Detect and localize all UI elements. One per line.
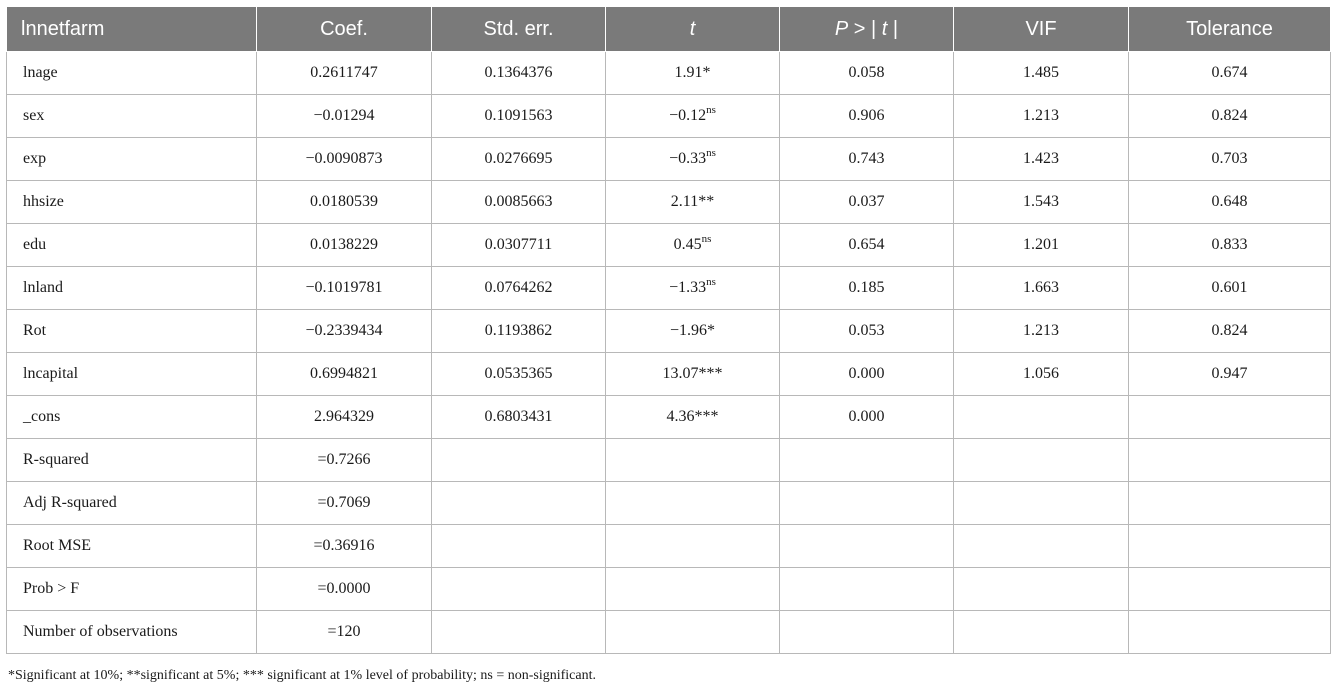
cell-vif (954, 568, 1129, 611)
cell-coef: =0.7069 (257, 482, 432, 525)
cell-p-value: 0.185 (780, 267, 954, 310)
cell-variable: lncapital (7, 353, 257, 396)
table-row (7, 525, 1331, 568)
header-tolerance: Tolerance (1129, 7, 1331, 52)
header-coef: Coef. (257, 7, 432, 52)
cell-p-value: 0.058 (780, 52, 954, 95)
cell-vif (954, 525, 1129, 568)
cell-coef: 2.964329 (257, 396, 432, 439)
cell-vif: 1.213 (954, 310, 1129, 353)
header-dependent-variable: lnnetfarm (7, 7, 257, 52)
cell-variable: Rot (7, 310, 257, 353)
significance-marker: ns (706, 103, 716, 116)
cell-t-stat (606, 181, 780, 224)
table-row (7, 224, 1331, 267)
cell-std-err: 0.1193862 (432, 310, 606, 353)
cell-std-err (432, 611, 606, 654)
table-row (7, 611, 1331, 654)
cell-coef: 0.2611747 (257, 52, 432, 95)
cell-variable: Root MSE (7, 525, 257, 568)
cell-vif: 1.485 (954, 52, 1129, 95)
cell-std-err: 0.0085663 (432, 181, 606, 224)
cell-vif (954, 482, 1129, 525)
cell-t-stat (606, 310, 780, 353)
cell-p-value: 0.743 (780, 138, 954, 181)
cell-coef: =0.36916 (257, 525, 432, 568)
cell-p-value: 0.654 (780, 224, 954, 267)
cell-coef: −0.1019781 (257, 267, 432, 310)
header-row (7, 7, 1331, 52)
significance-marker: ns (706, 146, 716, 159)
cell-coef: 0.6994821 (257, 353, 432, 396)
cell-t-stat (606, 224, 780, 267)
cell-t-stat (606, 267, 780, 310)
cell-variable: R-squared (7, 439, 257, 482)
table-footnote: *Significant at 10%; **significant at 5%; *** significant at 1% level of probability; ns = non-significant. (8, 668, 596, 683)
cell-tolerance (1129, 525, 1331, 568)
cell-t-stat (606, 525, 780, 568)
cell-p-value: 0.037 (780, 181, 954, 224)
cell-p-value: 0.906 (780, 95, 954, 138)
cell-tolerance: 0.824 (1129, 95, 1331, 138)
header-p-t-symbol: t (881, 17, 888, 40)
significance-marker: ns (701, 232, 712, 245)
cell-std-err (432, 525, 606, 568)
cell-coef: −0.2339434 (257, 310, 432, 353)
header-p-value (780, 7, 954, 52)
cell-t-stat (606, 95, 780, 138)
cell-p-value: 0.000 (780, 353, 954, 396)
table-row (7, 439, 1331, 482)
cell-coef: =120 (257, 611, 432, 654)
cell-variable: lnage (7, 52, 257, 95)
cell-vif: 1.543 (954, 181, 1129, 224)
significance-marker: *** (694, 408, 719, 425)
t-value: 2.11 (670, 193, 699, 210)
cell-tolerance: 0.674 (1129, 52, 1331, 95)
header-std-err: Std. err. (432, 7, 606, 52)
cell-t-stat (606, 396, 780, 439)
significance-marker: * (702, 64, 711, 81)
header-p-symbol: P (834, 17, 849, 40)
cell-std-err: 0.0764262 (432, 267, 606, 310)
significance-marker: *** (698, 365, 723, 382)
table-row (7, 95, 1331, 138)
cell-t-stat (606, 611, 780, 654)
cell-variable: _cons (7, 396, 257, 439)
t-value: 0.45 (673, 236, 702, 253)
table-body (7, 52, 1331, 654)
cell-variable: hhsize (7, 181, 257, 224)
cell-tolerance (1129, 568, 1331, 611)
cell-coef: 0.0180539 (257, 181, 432, 224)
significance-marker: ** (698, 193, 715, 210)
cell-std-err: 0.1091563 (432, 95, 606, 138)
t-value: −1.33 (669, 279, 707, 296)
cell-p-value (780, 482, 954, 525)
header-p-close: | (887, 17, 899, 40)
cell-std-err (432, 482, 606, 525)
cell-p-value (780, 525, 954, 568)
regression-table (6, 6, 1331, 654)
cell-vif (954, 611, 1129, 654)
cell-tolerance (1129, 396, 1331, 439)
cell-tolerance: 0.833 (1129, 224, 1331, 267)
table-row (7, 138, 1331, 181)
cell-tolerance (1129, 611, 1331, 654)
cell-tolerance: 0.824 (1129, 310, 1331, 353)
t-value: −1.96 (669, 322, 708, 339)
cell-coef: 0.0138229 (257, 224, 432, 267)
t-value: 13.07 (662, 365, 699, 382)
table-row (7, 52, 1331, 95)
t-value: 4.36 (666, 408, 695, 425)
cell-std-err: 0.6803431 (432, 396, 606, 439)
table-row (7, 267, 1331, 310)
cell-std-err: 0.0307711 (432, 224, 606, 267)
cell-vif: 1.423 (954, 138, 1129, 181)
cell-std-err (432, 568, 606, 611)
cell-t-stat (606, 439, 780, 482)
cell-t-stat (606, 353, 780, 396)
cell-vif (954, 396, 1129, 439)
header-p-compare: > | (848, 17, 882, 40)
cell-vif: 1.201 (954, 224, 1129, 267)
cell-variable: exp (7, 138, 257, 181)
cell-std-err: 0.0535365 (432, 353, 606, 396)
cell-vif: 1.056 (954, 353, 1129, 396)
cell-std-err (432, 439, 606, 482)
cell-std-err: 0.0276695 (432, 138, 606, 181)
cell-coef: −0.0090873 (257, 138, 432, 181)
table-row (7, 181, 1331, 224)
cell-coef: −0.01294 (257, 95, 432, 138)
cell-t-stat (606, 568, 780, 611)
cell-p-value (780, 611, 954, 654)
cell-variable: Prob > F (7, 568, 257, 611)
cell-variable: sex (7, 95, 257, 138)
cell-p-value: 0.053 (780, 310, 954, 353)
cell-tolerance: 0.947 (1129, 353, 1331, 396)
cell-t-stat (606, 52, 780, 95)
cell-p-value (780, 439, 954, 482)
table-row (7, 482, 1331, 525)
header-t: t (606, 7, 780, 52)
table-row (7, 353, 1331, 396)
table-row (7, 568, 1331, 611)
cell-std-err: 0.1364376 (432, 52, 606, 95)
t-value: −0.12 (669, 107, 707, 124)
cell-p-value: 0.000 (780, 396, 954, 439)
cell-tolerance: 0.601 (1129, 267, 1331, 310)
cell-coef: =0.0000 (257, 568, 432, 611)
t-value: −0.33 (669, 150, 707, 167)
header-vif: VIF (954, 7, 1129, 52)
cell-variable: lnland (7, 267, 257, 310)
t-value: 1.91 (674, 64, 703, 81)
cell-variable: Number of observations (7, 611, 257, 654)
cell-vif: 1.663 (954, 267, 1129, 310)
significance-marker: ns (706, 275, 716, 288)
cell-variable: Adj R-squared (7, 482, 257, 525)
cell-vif: 1.213 (954, 95, 1129, 138)
regression-table-container (6, 6, 1330, 684)
cell-tolerance (1129, 482, 1331, 525)
table-row (7, 396, 1331, 439)
cell-variable: edu (7, 224, 257, 267)
significance-marker: * (707, 322, 716, 339)
cell-tolerance (1129, 439, 1331, 482)
cell-tolerance: 0.648 (1129, 181, 1331, 224)
cell-tolerance: 0.703 (1129, 138, 1331, 181)
cell-t-stat (606, 482, 780, 525)
table-row (7, 310, 1331, 353)
cell-coef: =0.7266 (257, 439, 432, 482)
cell-t-stat (606, 138, 780, 181)
cell-p-value (780, 568, 954, 611)
cell-vif (954, 439, 1129, 482)
